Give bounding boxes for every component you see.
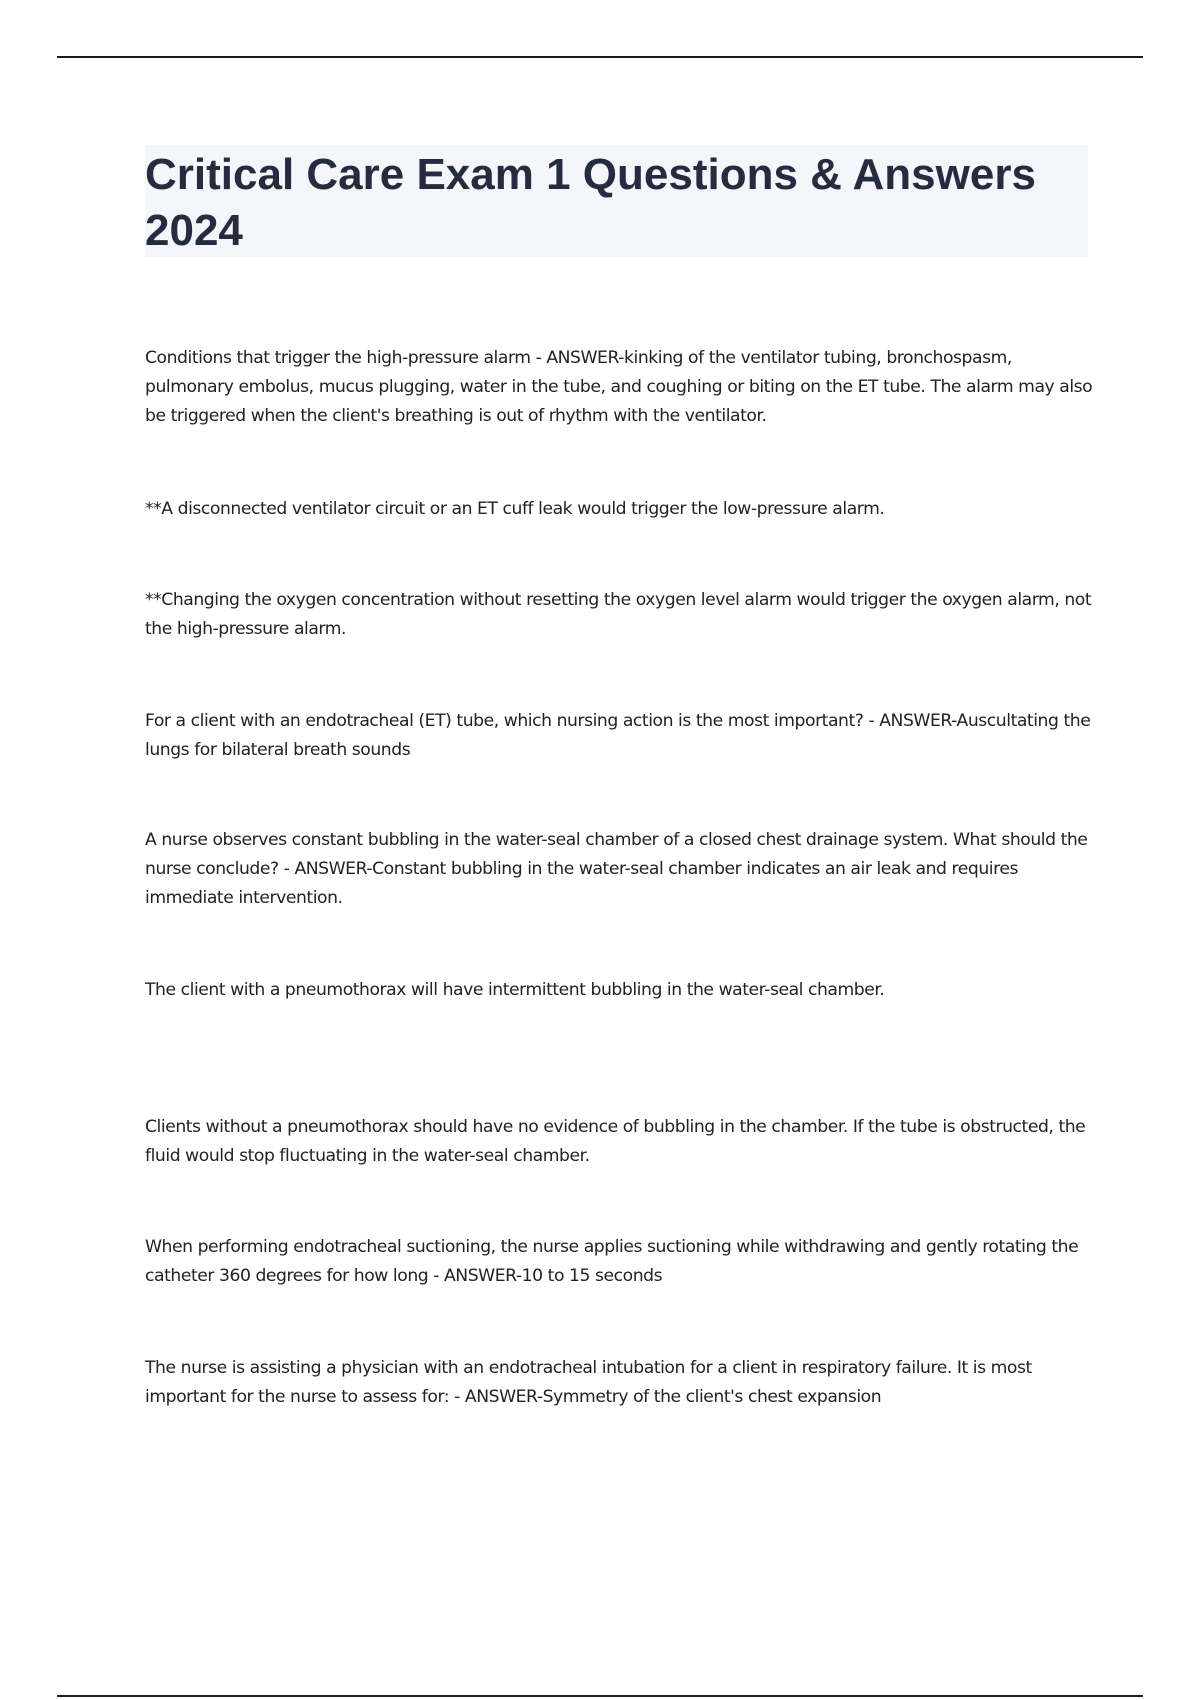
paragraph-high-pressure-alarm: Conditions that trigger the high-pressure alarm - ANSWER-kinking of the ventilator tubing, bronchospasm, pulmonary embolus, mucus plugging, water in the tube, and coughing or biting on the ET tube. The alarm may also be triggered when the client's breathing is out of rhythm with the ventilator. — [145, 348, 1093, 426]
paragraph-no-pneumothorax-note: Clients without a pneumothorax should have no evidence of bubbling in the chamber. If the tube is obstructed, the fluid would stop fluctuating in the water-seal chamber. — [145, 1117, 1086, 1166]
paragraph-water-seal-question: A nurse observes constant bubbling in the water-seal chamber of a closed chest drainage system. What should the nurse conclude? - ANSWER-Constant bubbling in the water-seal chamber indicates an air leak and requires immediate intervention. — [145, 830, 1088, 908]
paragraph-et-tube-question: For a client with an endotracheal (ET) tube, which nursing action is the most important? - ANSWER-Auscultating the lungs for bilateral breath sounds — [145, 711, 1091, 760]
title-banner — [145, 145, 1088, 257]
paragraph-suctioning-question: When performing endotracheal suctioning, the nurse applies suctioning while withdrawing and gently rotating the catheter 360 degrees for how long - ANSWER-10 to 15 seconds — [145, 1237, 1079, 1286]
header-rule — [57, 56, 1143, 58]
paragraph-low-pressure-note: **A disconnected ventilator circuit or an ET cuff leak would trigger the low-pressure alarm. — [145, 499, 885, 519]
document-title: Critical Care Exam 1 Questions & Answers 2024 — [145, 150, 1036, 255]
paragraph-oxygen-alarm-note: **Changing the oxygen concentration without resetting the oxygen level alarm would trigger the oxygen alarm, not the high-pressure alarm. — [145, 590, 1092, 639]
footer-rule — [57, 1695, 1143, 1697]
paragraph-intubation-question: The nurse is assisting a physician with an endotracheal intubation for a client in respiratory failure. It is most important for the nurse to assess for: - ANSWER-Symmetry of the client's chest expansion — [145, 1358, 1032, 1407]
paragraph-pneumothorax-note: The client with a pneumothorax will have intermittent bubbling in the water-seal chamber. — [145, 980, 885, 1000]
